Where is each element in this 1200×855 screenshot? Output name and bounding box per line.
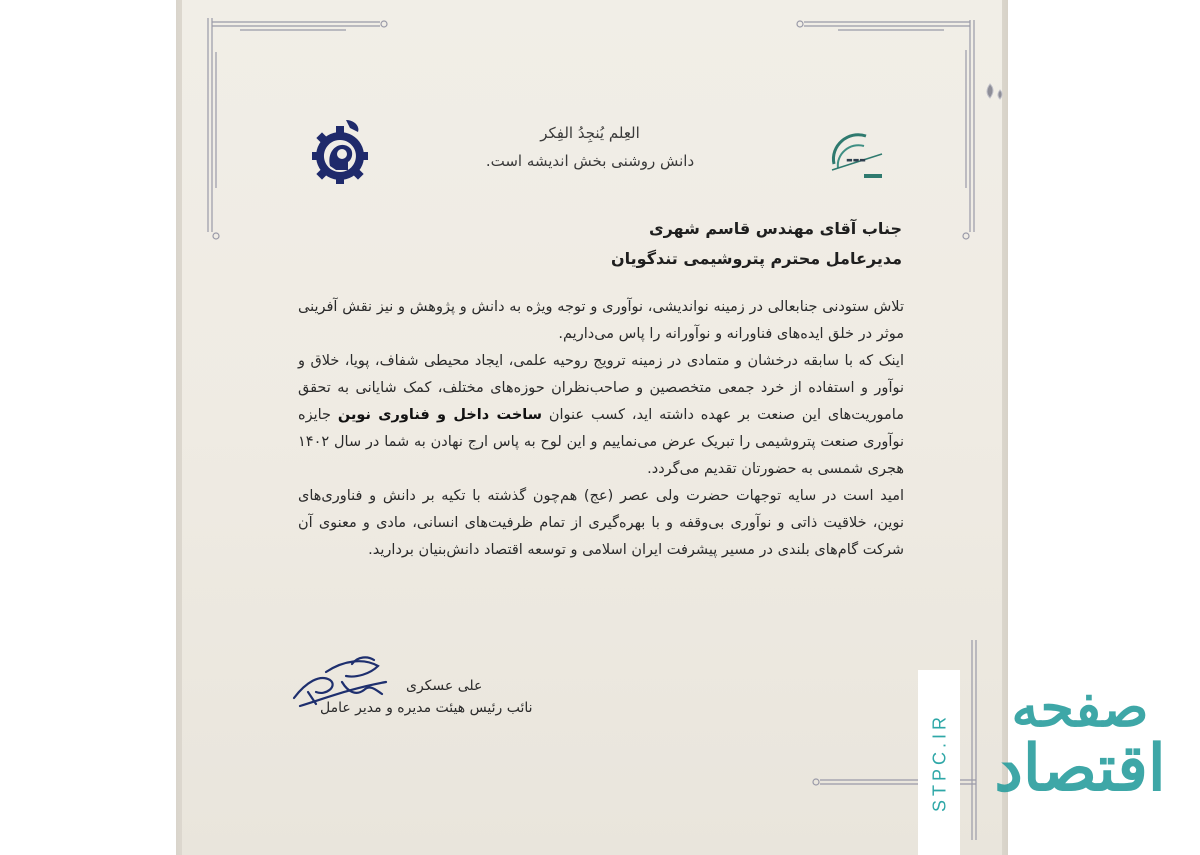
addressee-title: مدیرعامل محترم پتروشیمی تندگویان xyxy=(611,249,902,268)
watermark-brand: صفحه اقتصاد xyxy=(994,675,1166,806)
gear-bulb-head-icon xyxy=(306,118,374,192)
paragraph-3: امید است در سایه توجهات حضرت ولی عصر (عج) هم‌چون گذشته با تکیه بر دانش و فناوری‌های نوین، خلاقیت ذاتی و نوآوری بی‌وقفه و با بهره‌گیری از تمام ظرفیت‌های انسانی، مادی و معنوی آن شرکت گام‌های بلندی در مسیر پیشرفت ایران اسلامی و توسعه اقتصاد دانش‌بنیان بردارید. xyxy=(298,488,904,558)
paragraph-1: تلاش ستودنی جنابعالی در زمینه نواندیشی، نوآوری و توجه ویژه به دانش و پژوهش و نیز نقش آفرینی موثر در خلق ایده‌های فناورانه و نوآورانه را پاس می‌داریم. xyxy=(298,299,904,342)
persian-motto: دانش روشنی بخش اندیشه است. xyxy=(485,152,695,170)
letter-body xyxy=(298,294,904,564)
signatory-name: علی عسکری xyxy=(406,678,483,694)
addressee-name: جناب آقای مهندس قاسم شهری xyxy=(648,219,902,238)
svg-text:▬▬▬: ▬▬▬ xyxy=(846,156,866,164)
company-logo-icon xyxy=(826,124,888,186)
arabic-motto: العِلم یُنجِدُ الفِکر xyxy=(540,124,640,142)
award-title: ساخت داخل و فناوری نوین xyxy=(337,407,542,423)
paragraph-2: اینک که با سابقه درخشان و متمادی در زمینه ترویج روحیه علمی، ایجاد محیطی شفاف، پویا، خلاق و نوآور و استفاده از خرد جمعی متخصصین و صاحب‌نظران حوزه‌های مختلف، کمک شایانی به تحقق ماموریت‌های این صنعت بر عهده داشته اید، کسب عنوان ساخت داخل و فناوری نوین جایزه نوآوری صنعت پتروشیمی را تبریک عرض می‌نماییم و این لوح به پاس ارج نهادن به شما در سال ۱۴۰۲ هجری شمسی به حضورتان تقدیم می‌گردد. xyxy=(298,353,904,477)
signatory-title: نائب رئیس هیئت مدیره و مدیر عامل xyxy=(320,700,533,716)
